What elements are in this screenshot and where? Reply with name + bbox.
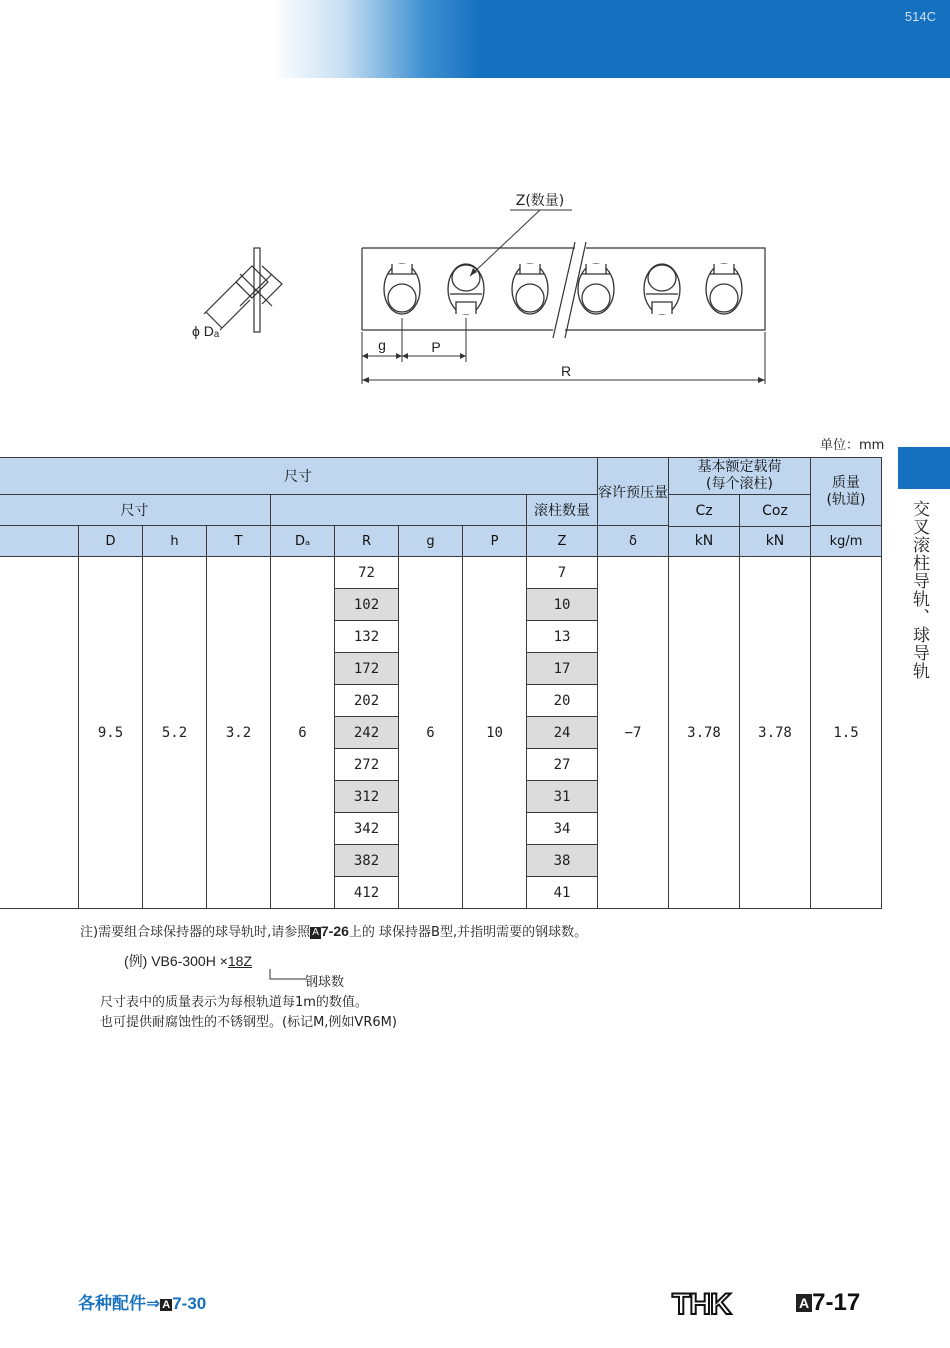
roller xyxy=(512,264,548,314)
cell-Z: 38 xyxy=(527,845,598,877)
cell-Z: 24 xyxy=(527,717,598,749)
note-1 xyxy=(80,921,587,943)
note-1-text: 注)需要组合球保持器的球导轨时,请参照 xyxy=(80,925,311,940)
page-number xyxy=(796,1289,860,1317)
cell-R: 312 xyxy=(335,781,399,813)
top-banner xyxy=(0,0,950,78)
p-label: P xyxy=(431,339,441,355)
cell-T: 3.2 xyxy=(207,557,271,909)
roller xyxy=(448,264,484,314)
cell-Da: 6 xyxy=(271,557,335,909)
cell-Z: 27 xyxy=(527,749,598,781)
cell-R: 202 xyxy=(335,685,399,717)
cell-Z: 31 xyxy=(527,781,598,813)
roller xyxy=(706,264,742,314)
accessories-ref: 7-30 xyxy=(172,1294,207,1313)
cross-section-sketch xyxy=(204,248,282,332)
header-mass xyxy=(811,458,882,526)
header-preload: 容许预压量 xyxy=(598,458,669,526)
ball-count-note: 钢球数 xyxy=(305,975,345,990)
cell-Z: 20 xyxy=(527,685,598,717)
accessories-ref-box: A xyxy=(162,1299,171,1311)
cell-Coz: 3.78 xyxy=(740,557,811,909)
cell-D: 9.5 xyxy=(79,557,143,909)
accessories-link[interactable] xyxy=(78,1289,206,1314)
roller xyxy=(644,264,680,314)
cell-g: 6 xyxy=(399,557,463,909)
header-load xyxy=(669,458,811,495)
cell-Z: 34 xyxy=(527,813,598,845)
unit-label: 单位：mm xyxy=(820,438,885,453)
da-label: ϕ Dₐ xyxy=(192,323,220,339)
cell-P: 10 xyxy=(463,557,527,909)
example-ball-count: 18Z xyxy=(227,953,252,969)
section-tab xyxy=(898,447,950,489)
thk-logo: THK xyxy=(672,1288,731,1321)
page-number-text: 7-17 xyxy=(812,1289,861,1316)
header-load-sub: (每个滚柱) xyxy=(706,476,773,492)
col-R: R xyxy=(335,526,399,557)
header-coz xyxy=(740,495,811,557)
cell-R: 412 xyxy=(335,877,399,909)
coz-label: Coz xyxy=(762,502,788,519)
page-box: A xyxy=(796,1294,812,1312)
g-label: g xyxy=(378,337,386,353)
col-Z: Z xyxy=(527,526,598,557)
note-3: 也可提供耐腐蚀性的不锈钢型。(标记M,例如VR6M) xyxy=(100,1015,397,1030)
spec-table xyxy=(0,457,882,909)
col-mass-unit: kg/m xyxy=(811,526,882,557)
col-D: D xyxy=(79,526,143,557)
cell-R: 342 xyxy=(335,813,399,845)
coz-unit: kN xyxy=(765,532,785,549)
example-leader xyxy=(268,969,308,987)
note-2: 尺寸表中的质量表示为每根轨道每1m的数值。 xyxy=(100,995,368,1010)
retainer-plate xyxy=(362,242,765,338)
header-dimensions: 尺寸 xyxy=(0,458,598,495)
header-mass-sub: (轨道) xyxy=(826,491,866,508)
ref-box: A xyxy=(312,927,319,938)
example-text: (例) VB6-300H × xyxy=(124,953,228,969)
cell-R: 382 xyxy=(335,845,399,877)
cell-Z: 41 xyxy=(527,877,598,909)
roller xyxy=(578,264,614,314)
banner-gradient xyxy=(272,0,476,78)
section-tab-label: 交叉滚柱导轨、球导轨 xyxy=(909,500,929,680)
cell-Z: 17 xyxy=(527,653,598,685)
col-delta: δ xyxy=(598,526,669,557)
cell-R: 242 xyxy=(335,717,399,749)
col-blank xyxy=(0,526,79,557)
col-T: T xyxy=(207,526,271,557)
cell-R: 72 xyxy=(335,557,399,589)
notes xyxy=(80,921,588,1030)
cell-delta: −7 xyxy=(598,557,669,909)
cell-Z: 10 xyxy=(527,589,598,621)
cell-R: 272 xyxy=(335,749,399,781)
header-load-title: 基本额定载荷 xyxy=(697,459,782,475)
cell-Cz: 3.78 xyxy=(669,557,740,909)
note-1-ref: 7-26 xyxy=(320,923,349,939)
col-Da: Dₐ xyxy=(271,526,335,557)
example-line xyxy=(124,951,252,971)
roller-row xyxy=(384,264,742,314)
cz-label: Cz xyxy=(695,502,713,519)
roller xyxy=(384,264,420,314)
accessories-text: 各种配件⇒ xyxy=(78,1294,161,1314)
subheader-dimensions: 尺寸 xyxy=(0,495,271,526)
cell-Z: 7 xyxy=(527,557,598,589)
banner-solid xyxy=(476,0,950,78)
note-1-tail: 上的 球保持器B型,并指明需要的钢球数。 xyxy=(348,925,588,940)
z-label: Z(数量) xyxy=(515,193,565,209)
cell-model xyxy=(0,557,79,909)
cz-unit: kN xyxy=(694,532,714,549)
retainer-drawing xyxy=(0,170,950,400)
r-label: R xyxy=(560,363,572,379)
subheader-roller-count: 滚柱数量 xyxy=(527,495,598,526)
page-code: 514C xyxy=(904,9,936,24)
cell-h: 5.2 xyxy=(143,557,207,909)
col-g: g xyxy=(399,526,463,557)
table-row xyxy=(0,557,882,589)
header-cz xyxy=(669,495,740,557)
cell-Z: 13 xyxy=(527,621,598,653)
cell-R: 102 xyxy=(335,589,399,621)
header-mass-title: 质量 xyxy=(832,474,860,491)
subheader-blank xyxy=(271,495,527,526)
col-P: P xyxy=(463,526,527,557)
col-h: h xyxy=(143,526,207,557)
cell-R: 172 xyxy=(335,653,399,685)
cell-R: 132 xyxy=(335,621,399,653)
cell-mass: 1.5 xyxy=(811,557,882,909)
